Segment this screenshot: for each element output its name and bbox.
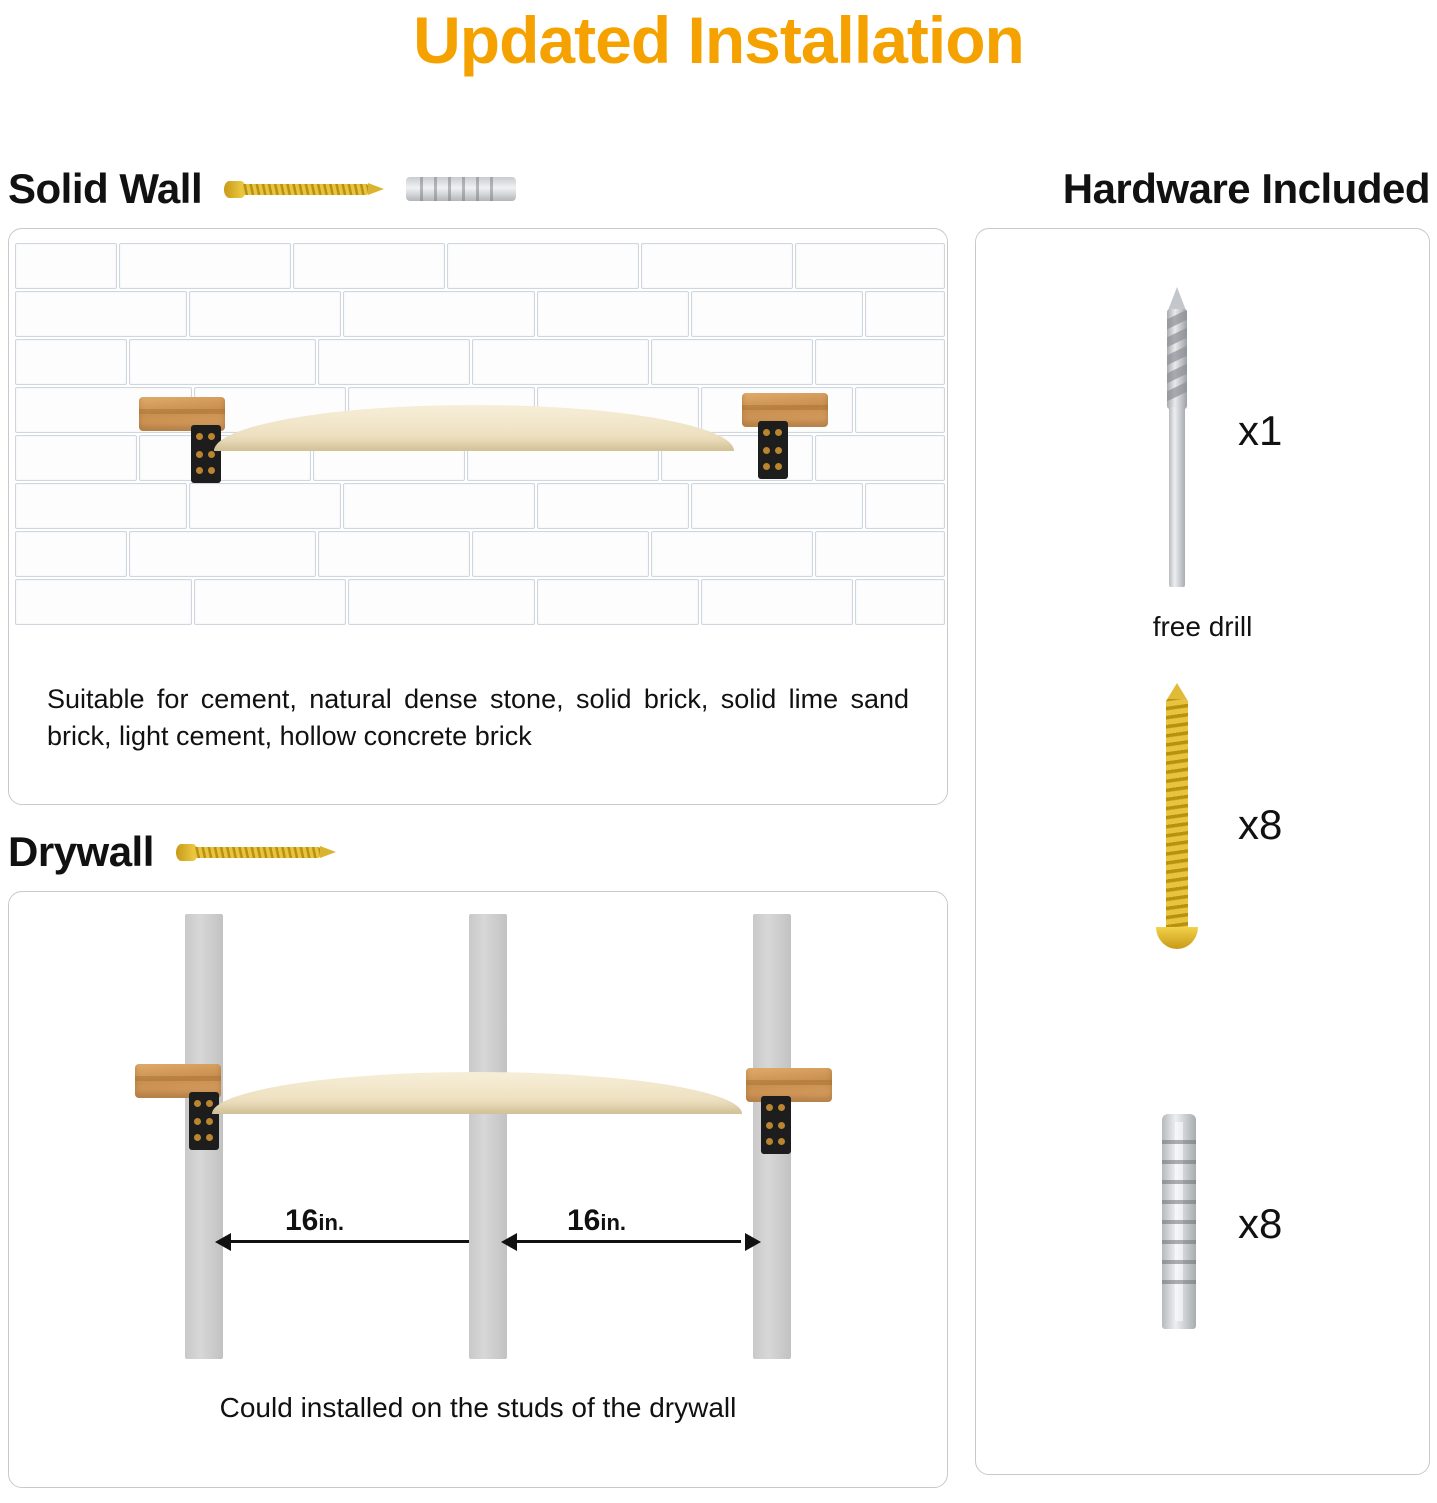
shelf-board [214,405,734,451]
screw-icon [224,181,384,197]
wall-anchor-icon [1162,1114,1196,1329]
hardware-label: free drill [1152,611,1253,642]
solid-wall-title: Solid Wall [8,165,203,212]
hardware-item-anchor [976,1104,1429,1404]
bracket-plate-right [761,1096,791,1154]
right-column [975,156,1430,1475]
content-columns [0,156,1437,1496]
dimension-left [215,1204,475,1274]
solid-wall-caption: Suitable for cement, natural dense stone, solid brick, solid lime sand brick, light cement, hollow concrete brick [47,684,909,752]
solid-wall-panel [8,228,948,805]
hardware-qty: x8 [1238,801,1283,848]
solid-wall-heading [8,156,948,222]
hardware-item-drill [976,229,1429,649]
hardware-heading [975,156,1430,222]
wall-anchor-icon [406,177,516,201]
hardware-qty: x8 [1238,1200,1283,1247]
dimension-right [501,1204,761,1274]
dimension-value: 16 [285,1204,319,1237]
dimension-unit: in. [600,1210,627,1235]
drywall-caption: Could installed on the studs of the drywall [219,1392,737,1423]
drywall-title: Drywall [8,828,154,875]
left-column [8,156,948,1488]
bracket-plate-left [189,1092,219,1150]
screw-icon [1160,699,1194,949]
hardware-title: Hardware Included [1062,165,1430,212]
shelf-board [212,1072,742,1114]
drill-bit-icon [1164,287,1190,587]
drywall-panel [8,891,948,1488]
page-title: Updated Installation [413,3,1024,77]
hardware-item-screw [976,689,1429,1019]
bracket-plate-right [758,421,788,479]
hardware-panel [975,228,1430,1475]
screw-icon [176,844,336,860]
hardware-qty: x1 [1238,407,1283,454]
bracket-plate-left [191,425,221,483]
drywall-heading [8,819,948,885]
dimension-value: 16 [567,1204,601,1237]
dimension-unit: in. [318,1210,345,1235]
